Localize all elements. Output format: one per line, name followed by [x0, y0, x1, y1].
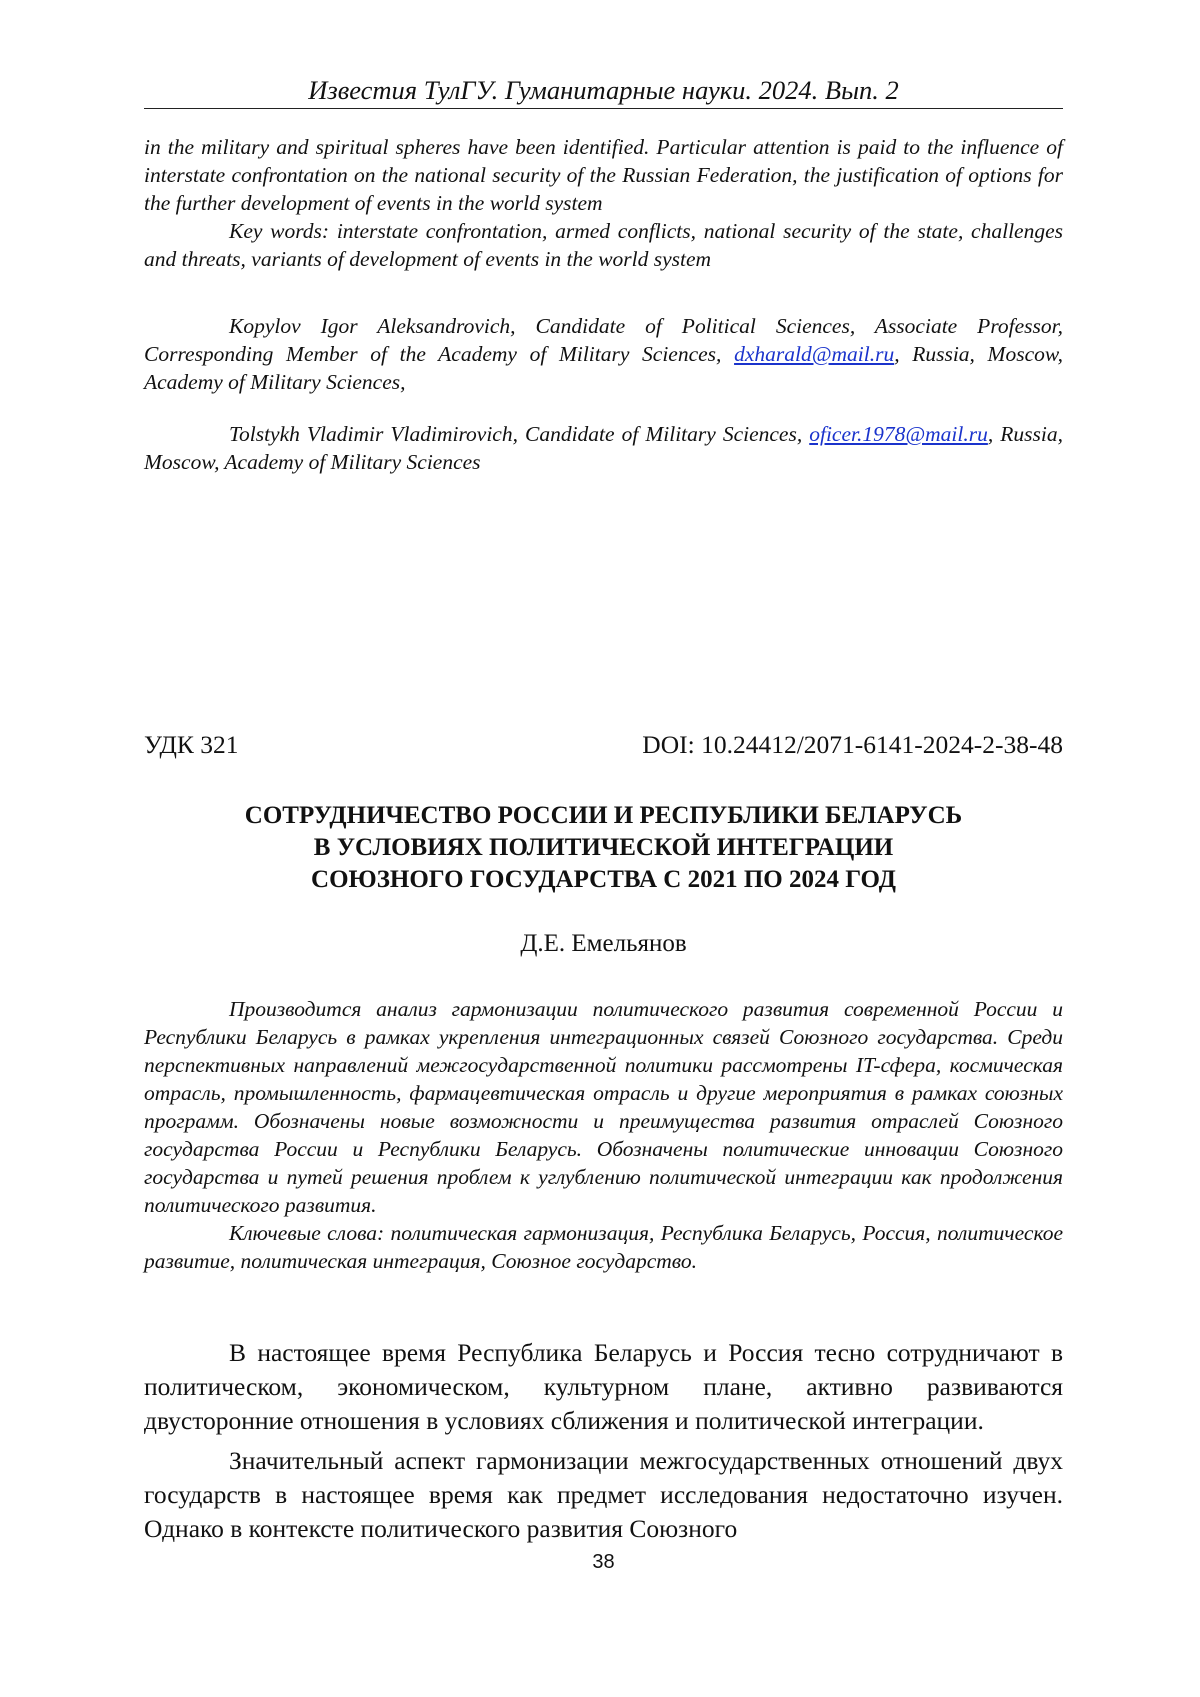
russian-keywords: Ключевые слова: политическая гармонизация, Республика Беларусь, Россия, политическое развитие, политическая интеграция, Союзное государство. — [144, 1221, 1063, 1273]
author2-email-link[interactable]: oficer.1978@mail.ru — [809, 422, 988, 446]
udk-doi-row — [144, 728, 1063, 762]
body-paragraph: В настоящее время Республика Беларусь и Россия тесно сотрудничают в политическом, экономическом, культурном плане, активно развиваются двусторонние отношения в условиях сближения и политической интеграции. — [144, 1338, 1063, 1435]
abstract-text: Производится анализ гармонизации политического развития современной России и Республики Беларусь в рамках укрепления интеграционных связей Союзного государства. Среди перспективных направлений межгосударственной политики рассмотрены IT-сфера, космическая отрасль, промышленность, фармацевтическая отрасль и другие мероприятия в рамках союзных программ. Обозначены новые возможности и преимущества развития отраслей Союзного государства России и Республики Беларусь. Обозначены политические инновации Союзного государства и путей решения проблем к углублению политической интеграции как продолжения политического развития. — [144, 997, 1063, 1217]
author-info-kopylov — [144, 312, 1063, 396]
udk-code: УДК 321 — [144, 730, 239, 759]
running-head: Известия ТулГУ. Гуманитарные науки. 2024. Вып. 2 — [308, 75, 899, 105]
body-paragraph: Значительный аспект гармонизации межгосударственных отношений двух государств в настоящее время как предмет исследования недостаточно изучен. Однако в контексте политического развития Союзного — [144, 1446, 1063, 1543]
english-keywords: Key words: interstate confrontation, armed conflicts, national security of the state, challenges and threats, variants of development of events in the world system — [144, 219, 1063, 271]
author2-text: Tolstykh Vladimir Vladimirovich, Candidate of Military Sciences, — [229, 422, 810, 446]
title-line: СОТРУДНИЧЕСТВО РОССИИ И РЕСПУБЛИКИ БЕЛАРУСЬ — [244, 802, 963, 829]
doi-code: DOI: 10.24412/2071-6141-2024-2-38-48 — [642, 730, 1063, 759]
page-number: 38 — [592, 1551, 615, 1573]
title-line: СОЮЗНОГО ГОСУДАРСТВА С 2021 ПО 2024 ГОД — [311, 866, 896, 893]
article-author: Д.Е. Емельянов — [520, 930, 687, 957]
article-body — [144, 1336, 1063, 1552]
author-info-tolstykh — [144, 420, 1063, 476]
author2-affiliation: , Russia, Moscow, Academy of Military Sciences — [144, 422, 1063, 474]
abstract-tail-text: in the military and spiritual spheres have been identified. Particular attention is paid to the influence of interstate confrontation on the national security of the Russian Federation, the justification of options for the further development of events in the world system — [144, 135, 1063, 215]
author1-text: Kopylov Igor Aleksandrovich, Candidate of Political Sciences, Associate Professor, Corresponding Member of the Academy of Military Sciences, — [144, 314, 1063, 366]
previous-article-abstract-tail — [144, 133, 1063, 273]
author1-email-link[interactable]: dxharald@mail.ru — [734, 342, 895, 366]
header-rule — [144, 108, 1063, 109]
title-line: В УСЛОВИЯХ ПОЛИТИЧЕСКОЙ ИНТЕГРАЦИИ — [313, 834, 894, 861]
russian-abstract — [144, 995, 1063, 1275]
author1-affiliation: , Russia, Moscow, Academy of Military Sciences, — [144, 342, 1063, 394]
article-title — [144, 800, 1063, 896]
